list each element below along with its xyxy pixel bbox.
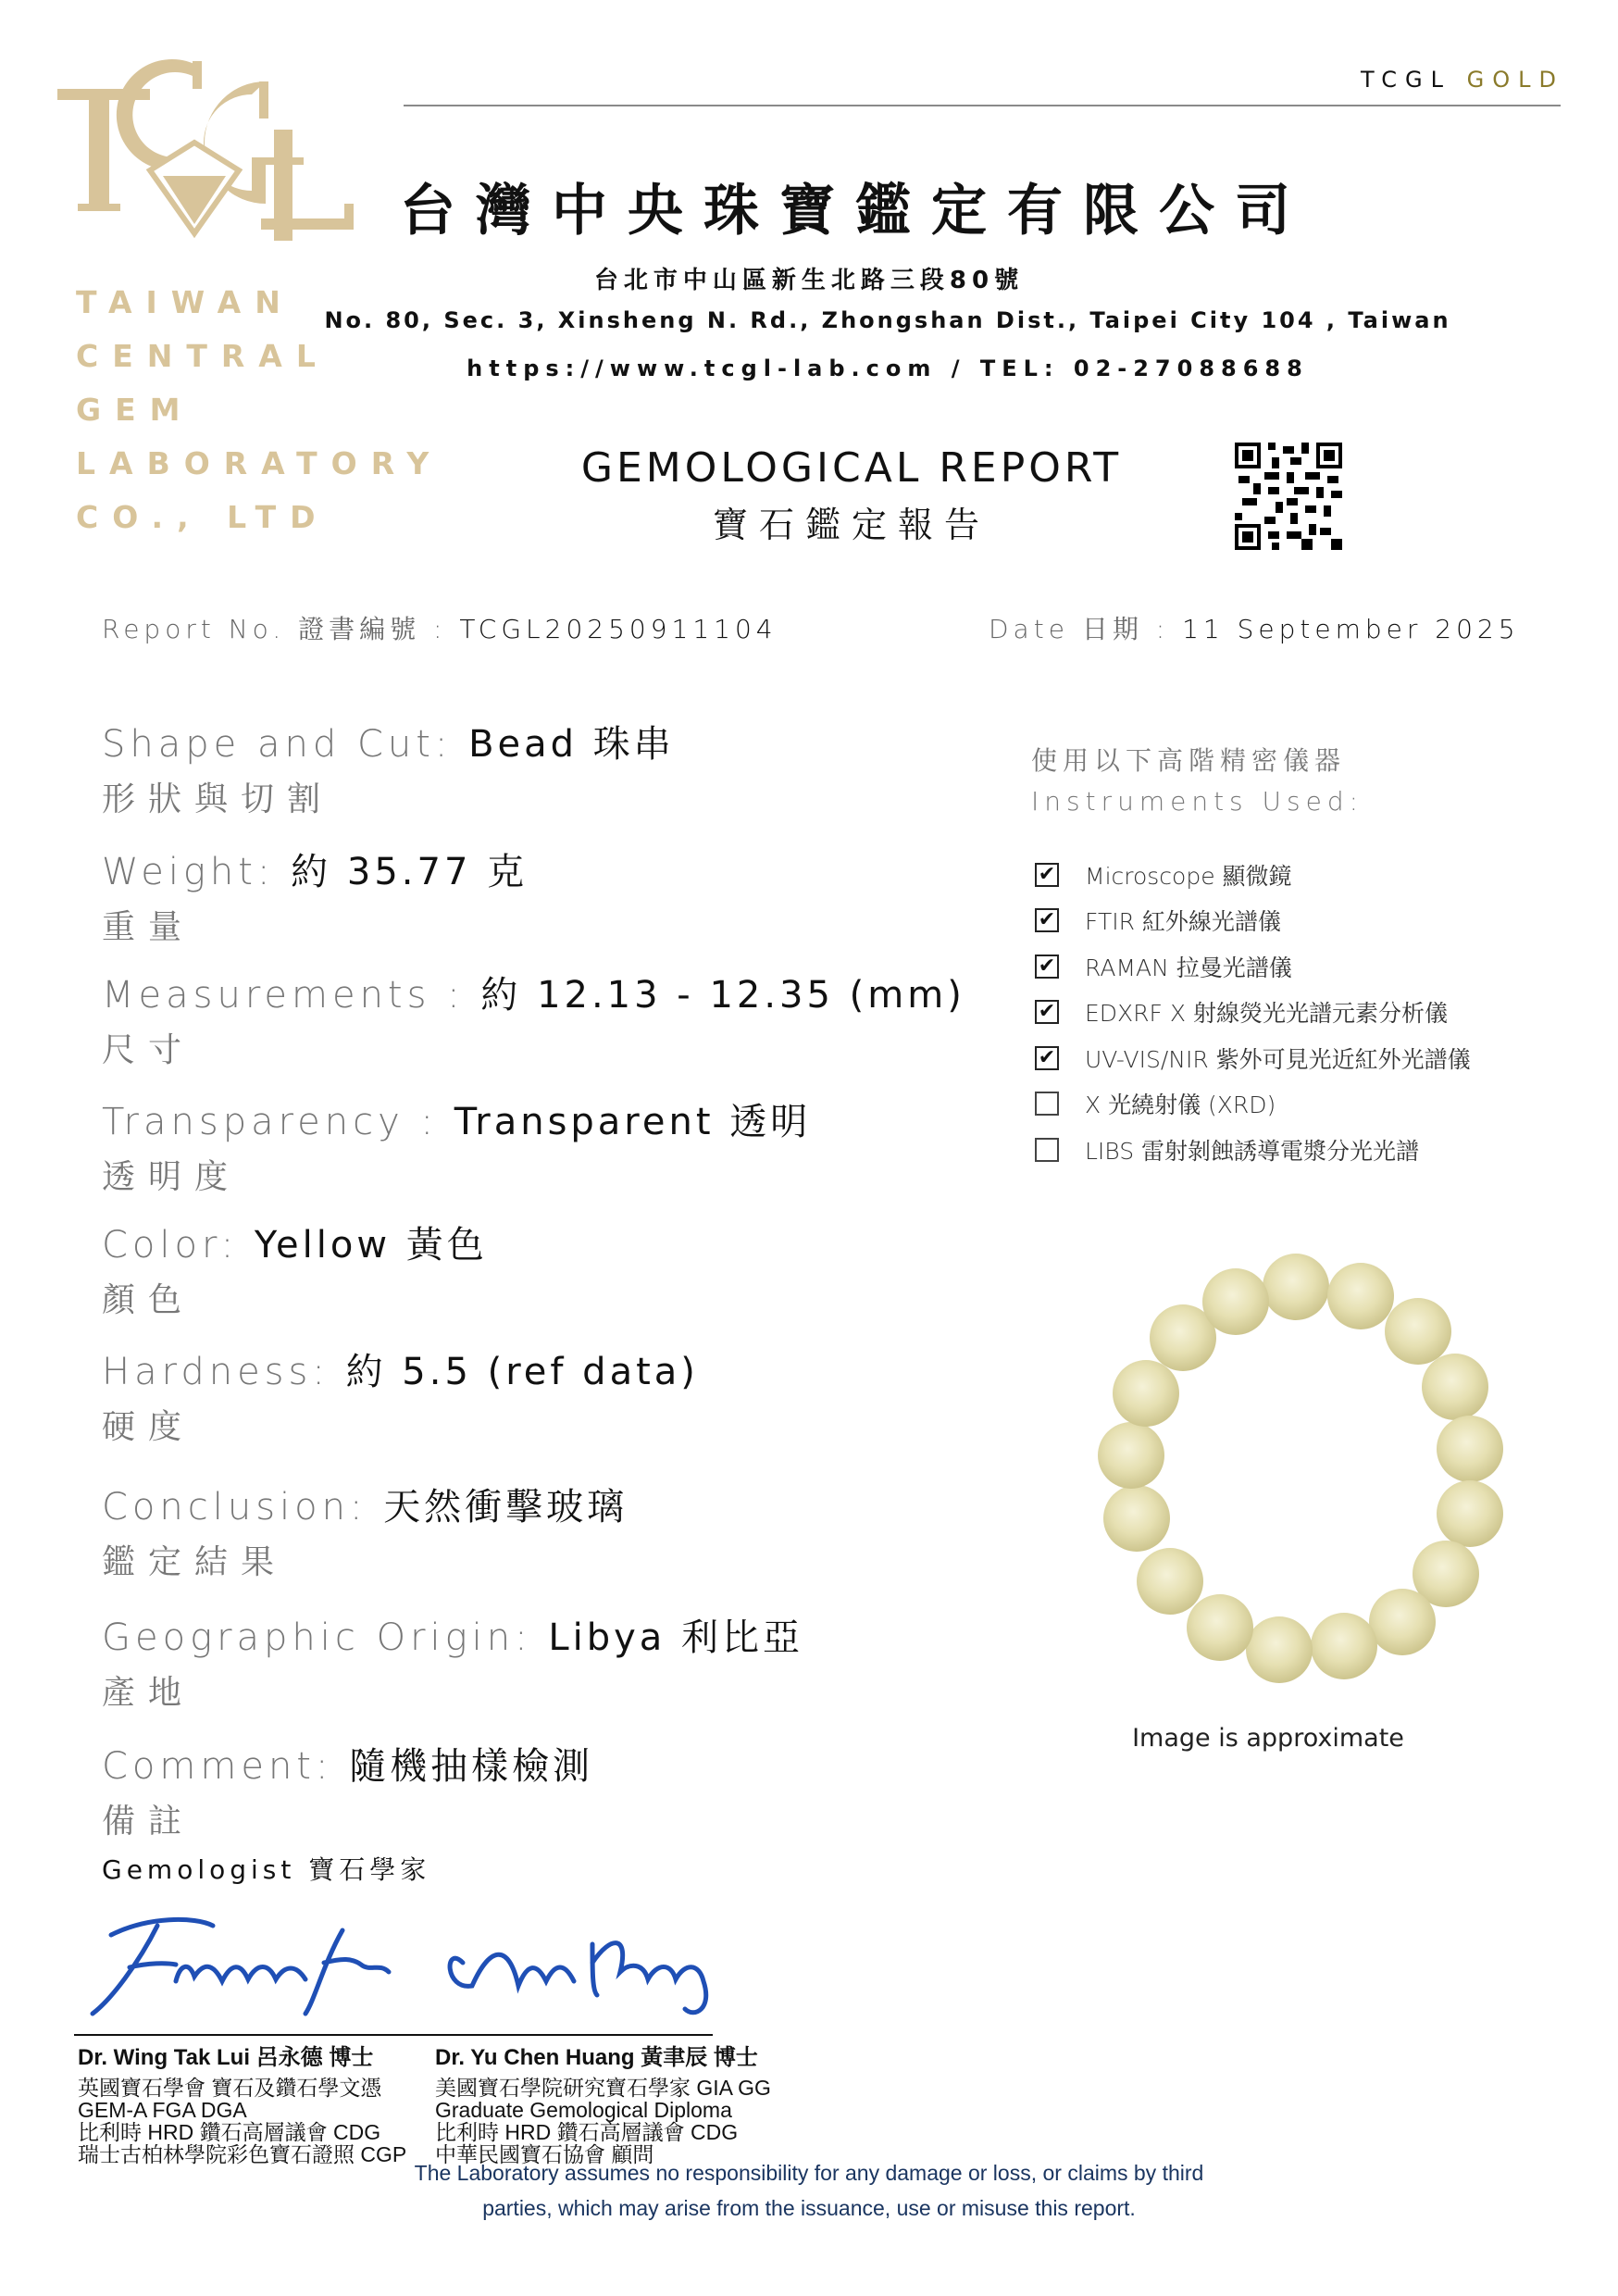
instrument-xrd bbox=[1035, 1081, 1471, 1128]
report-date-label: Date 日期 : bbox=[989, 614, 1183, 644]
field-label: Weight: bbox=[102, 851, 292, 893]
signatures-image bbox=[74, 1907, 741, 2018]
field-value: 約 35.77 克 bbox=[291, 851, 529, 893]
contact-line: https://www.tcgl-lab.com / TEL: 02-27088688 bbox=[467, 356, 1309, 381]
image-caption: Image is approximate bbox=[1132, 1724, 1404, 1753]
instrument-label: LIBS 雷射剝蝕誘導電漿分光光譜 bbox=[1085, 1137, 1420, 1165]
field-shape-and-cut bbox=[102, 715, 675, 820]
field-label-cn: 形狀與切割 bbox=[102, 780, 334, 818]
report-title: GEMOLOGICAL REPORT bbox=[580, 444, 1123, 492]
field-label: Transparency : bbox=[102, 1101, 454, 1143]
instruments-heading-en: Instruments Used: bbox=[1031, 786, 1364, 817]
gemologist-name: Dr. Wing Tak Lui 呂永德 博士 bbox=[78, 2045, 374, 2070]
disclaimer-line-1: The Laboratory assumes no responsibility for any damage or loss, or claims by third bbox=[414, 2161, 1204, 2185]
field-label: Measurements : bbox=[102, 974, 481, 1017]
field-label: Color: bbox=[102, 1224, 255, 1267]
field-label: Geographic Origin: bbox=[102, 1616, 549, 1659]
checkbox-unchecked-icon[interactable] bbox=[1035, 1092, 1059, 1116]
field-label-cn: 鑑定結果 bbox=[102, 1543, 288, 1581]
checkbox-checked-icon[interactable]: ✔ bbox=[1035, 863, 1059, 887]
instruments-heading bbox=[1031, 741, 1363, 822]
field-transparency bbox=[102, 1092, 811, 1198]
credential: Graduate Gemological Diploma bbox=[435, 2098, 732, 2122]
field-label-cn: 重量 bbox=[102, 908, 195, 946]
instrument-microscope bbox=[1035, 852, 1471, 898]
field-label: Shape and Cut: bbox=[102, 723, 469, 766]
report-number-value: TCGL20250911104 bbox=[459, 614, 778, 644]
credential: 瑞士古柏林學院彩色寶石證照 CGP bbox=[78, 2142, 407, 2166]
field-conclusion bbox=[102, 1478, 628, 1583]
field-label: Conclusion: bbox=[102, 1486, 384, 1529]
credential: 中華民國寶石協會 顧問 bbox=[435, 2142, 654, 2166]
credential: 比利時 HRD 鑽石高層議會 CDG bbox=[78, 2120, 381, 2144]
instrument-libs bbox=[1035, 1127, 1471, 1173]
logo-line: CO., LTD bbox=[76, 499, 330, 535]
instrument-label: UV-VIS/NIR 紫外可見光近紅外光譜儀 bbox=[1085, 1045, 1471, 1073]
checkbox-checked-icon[interactable]: ✔ bbox=[1035, 955, 1059, 979]
company-name-cn: 台灣中央珠寶鑑定有限公司 bbox=[400, 179, 1311, 243]
field-comment bbox=[102, 1737, 593, 1842]
field-label: Hardness: bbox=[102, 1351, 346, 1393]
logo-line: LABORATORY bbox=[76, 445, 443, 481]
tcgl-logo-icon bbox=[57, 56, 354, 241]
gemologist-2 bbox=[435, 2039, 771, 2165]
brand-tag-prefix: TCGL bbox=[1361, 67, 1451, 93]
field-value: Yellow 黃色 bbox=[254, 1224, 488, 1267]
brand-tag bbox=[1361, 67, 1564, 93]
credential: 英國寶石學會 寶石及鑽石學文憑 bbox=[78, 2076, 382, 2100]
instrument-label: RAMAN 拉曼光譜儀 bbox=[1085, 954, 1292, 981]
checkbox-checked-icon[interactable]: ✔ bbox=[1035, 1046, 1059, 1070]
field-label-cn: 產地 bbox=[102, 1674, 195, 1712]
instrument-uv-vis-nir bbox=[1035, 1035, 1471, 1081]
instrument-label: FTIR 紅外線光譜儀 bbox=[1085, 908, 1281, 936]
instrument-label: EDXRF X 射線熒光光譜元素分析儀 bbox=[1085, 1000, 1448, 1028]
field-label-cn: 顏色 bbox=[102, 1281, 195, 1319]
field-label: Comment: bbox=[102, 1745, 350, 1788]
report-date bbox=[989, 609, 1520, 646]
signature-line bbox=[74, 2034, 713, 2036]
address-en: No. 80, Sec. 3, Xinsheng N. Rd., Zhongshan Dist., Taipei City 104 , Taiwan bbox=[324, 307, 1451, 333]
instrument-ftir bbox=[1035, 898, 1471, 944]
logo-line: TAIWAN bbox=[76, 284, 294, 320]
gemologist-name: Dr. Yu Chen Huang 黃聿辰 博士 bbox=[435, 2045, 758, 2070]
report-title-cn: 寶石鑑定報告 bbox=[712, 505, 990, 545]
credential: GEM-A FGA DGA bbox=[78, 2098, 247, 2122]
field-value: 隨機抽樣檢測 bbox=[349, 1745, 594, 1788]
bracelet-image bbox=[1074, 1222, 1518, 1703]
field-label-cn: 硬度 bbox=[102, 1408, 195, 1446]
field-value: Libya 利比亞 bbox=[548, 1616, 803, 1659]
qr-code-icon[interactable] bbox=[1235, 443, 1342, 550]
field-color bbox=[102, 1216, 488, 1321]
instrument-label: Microscope 顯微鏡 bbox=[1085, 862, 1292, 890]
instrument-raman bbox=[1035, 943, 1471, 990]
disclaimer bbox=[0, 2155, 1618, 2226]
field-label-cn: 尺寸 bbox=[102, 1031, 195, 1069]
logo-line: GEM bbox=[76, 392, 194, 428]
credential: 比利時 HRD 鑽石高層議會 CDG bbox=[435, 2120, 739, 2144]
field-value: 約 12.13 - 12.35 (mm) bbox=[480, 974, 965, 1017]
instruments-list bbox=[1035, 852, 1471, 1173]
field-hardness bbox=[102, 1342, 699, 1448]
report-date-value: 11 September 2025 bbox=[1182, 614, 1520, 644]
instruments-heading-cn: 使用以下高階精密儀器 bbox=[1031, 745, 1347, 776]
report-number-label: Report No. 證書編號 : bbox=[102, 614, 460, 644]
field-value: 天然衝擊玻璃 bbox=[383, 1486, 629, 1529]
instrument-edxrf bbox=[1035, 990, 1471, 1036]
field-measurements bbox=[102, 966, 965, 1071]
brand-tag-gold: GOLD bbox=[1466, 67, 1564, 93]
field-geographic-origin bbox=[102, 1608, 803, 1714]
field-value: 約 5.5 (ref data) bbox=[345, 1351, 699, 1393]
logo-line: CENTRAL bbox=[76, 338, 330, 374]
gemologist-1 bbox=[78, 2039, 406, 2165]
disclaimer-line-2: parties, which may arise from the issuance, use or misuse this report. bbox=[482, 2196, 1136, 2220]
field-weight bbox=[102, 842, 528, 948]
field-value: Transparent 透明 bbox=[454, 1101, 812, 1143]
address-cn: 台北市中山區新生北路三段80號 bbox=[593, 267, 1025, 294]
checkbox-checked-icon[interactable]: ✔ bbox=[1035, 908, 1059, 932]
report-number bbox=[102, 609, 778, 646]
checkbox-checked-icon[interactable]: ✔ bbox=[1035, 1000, 1059, 1024]
credential: 美國寶石學院研究寶石學家 GIA GG bbox=[435, 2076, 771, 2100]
header-divider bbox=[404, 105, 1561, 106]
field-value: Bead 珠串 bbox=[468, 723, 675, 766]
instrument-label: X 光繞射儀 (XRD) bbox=[1085, 1092, 1276, 1119]
gemologist-label: Gemologist 寶石學家 bbox=[102, 1854, 431, 1885]
field-label-cn: 備註 bbox=[102, 1803, 195, 1841]
field-label-cn: 透明度 bbox=[102, 1158, 242, 1196]
checkbox-unchecked-icon[interactable] bbox=[1035, 1138, 1059, 1162]
